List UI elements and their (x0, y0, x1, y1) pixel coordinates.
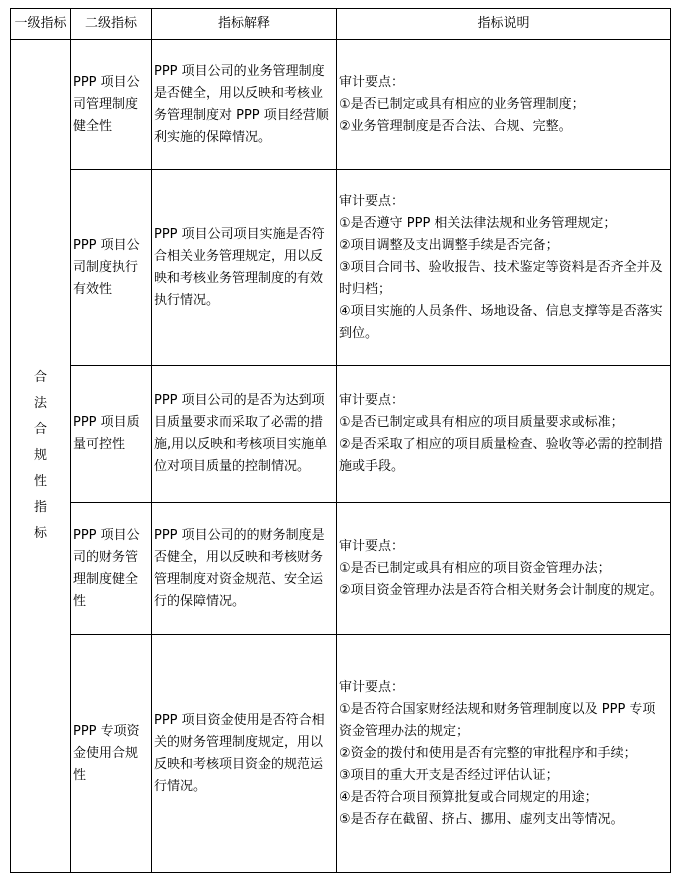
table-row (11, 635, 671, 873)
desc-line: ②资金的拨付和使用是否有完整的审批程序和手续； (339, 745, 637, 761)
desc-cell (337, 366, 671, 503)
desc-line: ④是否符合项目预算批复或合同规定的用途； (339, 789, 598, 805)
desc-line: ⑤是否存在截留、挤占、挪用、虚列支出等情况。 (339, 811, 624, 827)
explain-cell: PPP 项目资金使用是否符合相关的财务管理制度规定，用以反映和考核项目资金的规范运行情况。 (152, 635, 337, 873)
level1-char: 标 (33, 526, 47, 541)
table-row (11, 40, 671, 170)
table-header-row (11, 9, 671, 40)
desc-line: ②业务管理制度是否合法、合规、完整。 (339, 118, 572, 134)
table-row (11, 170, 671, 366)
explain-cell: PPP 项目公司项目实施是否符合相关业务管理规定，用以反映和考核业务管理制度的有效执行情况。 (152, 170, 337, 366)
level1-char: 合 (33, 370, 47, 385)
level2-cell: PPP 项目公司管理制度健全性 (71, 40, 152, 170)
desc-line: 审计要点： (339, 193, 405, 209)
table-row (11, 366, 671, 503)
desc-line: 审计要点： (339, 74, 405, 90)
desc-cell (337, 635, 671, 873)
level1-char: 指 (33, 500, 47, 515)
desc-cell (337, 40, 671, 170)
header-explain: 指标解释 (152, 9, 337, 40)
level1-cell (11, 40, 71, 873)
desc-line: 审计要点： (339, 679, 405, 695)
explain-cell: PPP 项目公司的的财务制度是否健全，用以反映和考核财务管理制度对资金规范、安全运行的保障情况。 (152, 503, 337, 635)
desc-line: 审计要点： (339, 538, 405, 554)
desc-line: ①是否已制定或具有相应的项目质量要求或标准； (339, 415, 624, 430)
level2-cell: PPP 项目质量可控性 (71, 366, 152, 503)
level2-cell: PPP 专项资金使用合规性 (71, 635, 152, 873)
level2-cell: PPP 项目公司的财务管理制度健全性 (71, 503, 152, 635)
desc-line: ③项目合同书、验收报告、技术鉴定等资料是否齐全并及时归档； (339, 259, 663, 297)
explain-cell: PPP 项目公司的是否为达到项目质量要求而采取了必需的措施,用以反映和考核项目实施单位对项目质量的控制情况。 (152, 366, 337, 503)
desc-line: ①是否已制定或具有相应的业务管理制度； (339, 96, 585, 112)
desc-cell (337, 170, 671, 366)
desc-line: ②项目资金管理办法是否符合相关财务会计制度的规定。 (339, 582, 663, 598)
desc-line: ①是否符合国家财经法规和财务管理制度以及 PPP 专项资金管理办法的规定； (339, 701, 656, 739)
header-desc: 指标说明 (337, 9, 671, 40)
desc-line: ②项目调整及支出调整手续是否完备； (339, 237, 559, 253)
desc-line: 审计要点： (339, 393, 405, 408)
document-page (10, 8, 671, 873)
desc-line: ②是否采取了相应的项目质量检查、验收等必需的控制措施或手段。 (339, 437, 663, 474)
indicator-table (10, 8, 671, 873)
header-level2: 二级指标 (71, 9, 152, 40)
desc-line: ④项目实施的人员条件、场地设备、信息支撑等是否落实到位。 (339, 303, 663, 341)
header-level1: 一级指标 (11, 9, 71, 40)
table-row (11, 503, 671, 635)
level1-char: 性 (33, 474, 47, 489)
level2-cell: PPP 项目公司制度执行有效性 (71, 170, 152, 366)
desc-cell (337, 503, 671, 635)
explain-cell: PPP 项目公司的业务管理制度是否健全，用以反映和考核业务管理制度对 PPP 项目经营顺利实施的保障情况。 (152, 40, 337, 170)
desc-line: ①是否已制定或具有相应的项目资金管理办法； (339, 560, 611, 576)
desc-line: ①是否遵守 PPP 相关法律法规和业务管理规定； (339, 215, 617, 231)
level1-char: 法 (33, 396, 47, 411)
desc-line: ③项目的重大开支是否经过评估认证； (339, 767, 559, 783)
level1-char: 合 (33, 422, 47, 437)
level1-char: 规 (33, 448, 47, 463)
